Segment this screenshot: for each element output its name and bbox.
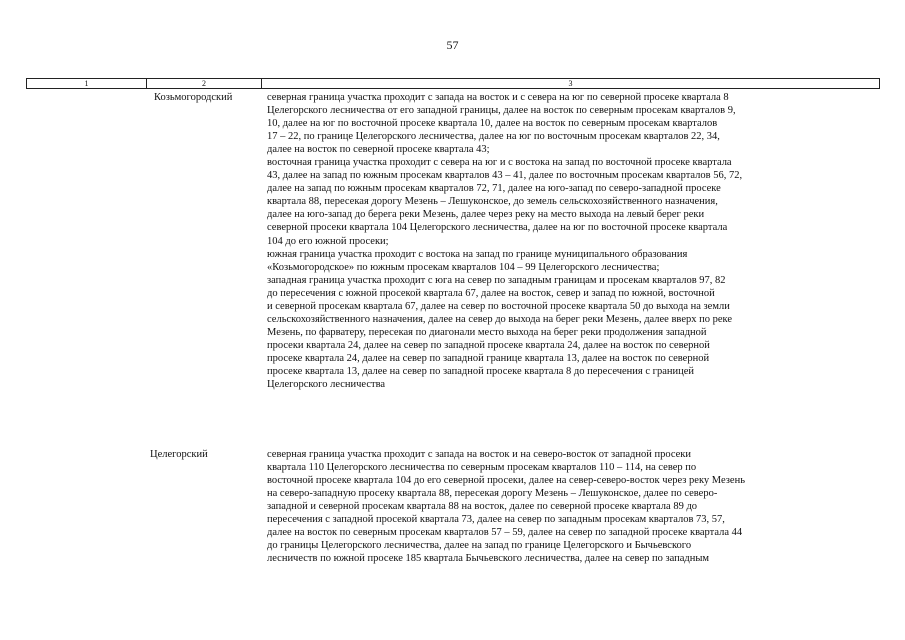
text-line: 43, далее на запад по южным просекам кварталов 43 – 41, далее по восточным просекам кварталов 56, 72,	[267, 170, 743, 182]
region-name: Целегорский	[150, 449, 208, 460]
text-line: 17 – 22, по границе Целегорского лесничества, далее на юг по восточным просекам кварталов 22, 34,	[267, 131, 720, 143]
text-line: пересечения с западной просекой квартала 73, далее на север по западным просекам кварталов 73, 57,	[267, 514, 725, 526]
header-col-3: 3	[568, 79, 573, 88]
page-number: 57	[446, 38, 459, 52]
boundary-description	[267, 448, 887, 565]
text-line: квартала 110 Целегорского лесничества по северным просекам кварталов 110 – 114, на север по	[267, 462, 697, 474]
text-line: квартала 88, пересекая дорогу Мезень – Лешуконское, до земель сельскохозяйственного назначения,	[267, 196, 718, 208]
text-line: на северо-западную просеку квартала 88, пересекая дорогу Мезень – Лешуконское, далее по северо-	[267, 488, 718, 500]
text-line: Целегорского лесничества от его западной границы, далее на восток по северным просекам кварталов 9,	[267, 105, 736, 117]
text-line: северная граница участка проходит с запада на восток и на северо-восток от западной просеки	[267, 449, 692, 460]
text-line: Целегорского лесничества	[267, 379, 386, 391]
text-line: «Козьмогородское» по южным просекам кварталов 104 – 99 Целегорского лесничества;	[267, 261, 660, 273]
text-line: сельскохозяйственного назначения, далее на север до выхода на берег реки Мезень, далее вверх по реке	[267, 313, 733, 325]
header-col-1: 1	[27, 79, 147, 88]
text-line: до границы Целегорского лесничества, далее на запад по границе Целегорского и Бычьевского	[267, 540, 692, 552]
header-col-2: 2	[147, 79, 262, 88]
text-line: лесничеств по южной просеке 185 квартала Бычьевского лесничества, далее на север по западным	[267, 553, 710, 565]
text-line: западной и северной просекам квартала 88 на восток, далее по северной просеке квартала 89 до	[267, 501, 698, 513]
text-line: просеке квартала 24, далее на север по западной границе квартала 13, далее на восток по северной	[267, 352, 710, 364]
text-line: восточной просеке квартала 104 до его северной просеки, далее на север-северо-восток через реку Мезень	[267, 475, 745, 487]
text-line: до пересечения с южной просекой квартала 67, далее на восток, север и запад по южной, восточной	[267, 287, 715, 299]
text-line: северной просеки квартала 104 Целегорского лесничества, далее на юг по восточной просеке квартала	[267, 222, 728, 234]
text-line: восточная граница участка проходит с севера на юг и с востока на запад по восточной просеке квартала	[267, 157, 732, 169]
text-line: просеки квартала 24, далее на север по западной просеке квартала 24, далее на восток по северной	[267, 339, 710, 351]
text-line: далее на юго-запад до берега реки Мезень, далее через реку на место выхода на левый берег реки	[267, 209, 705, 221]
text-line: 10, далее на юг по восточной просеке квартала 10, далее на восток по северным просекам кварталов	[267, 118, 718, 130]
text-line: и северной просекам квартала 67, далее на север по восточной просеке квартала 50 до выхода на земли	[267, 300, 730, 312]
text-line: западная граница участка проходит с юга на север по западным границам и просекам кварталов 97, 82	[267, 274, 726, 286]
text-line: южная граница участка проходит с востока на запад по границе муниципального образования	[267, 248, 688, 260]
text-line: Мезень, по фарватеру, пересекая по диагонали место выхода на берег реки продолжения западной	[267, 326, 707, 338]
text-line: северная граница участка проходит с запада на восток и с севера на юг по северной просеке квартала 8	[267, 92, 729, 103]
boundary-description	[267, 91, 887, 391]
text-line: 104 до его южной просеки;	[267, 235, 389, 247]
text-line: далее на восток по северным просекам кварталов 57 – 59, далее на север по западной просеке квартала 44	[267, 527, 743, 539]
region-name: Козьмогородский	[154, 92, 233, 103]
text-line: далее на восток по северной просеке квартала 43;	[267, 144, 490, 156]
text-line: далее на запад по южным просекам кварталов 72, 71, далее на юго-запад по северо-западной просеке	[267, 183, 721, 195]
table-header	[26, 78, 880, 89]
text-line: просеке квартала 13, далее на север по западной просеке квартала 8 до пересечения с границей	[267, 365, 695, 377]
